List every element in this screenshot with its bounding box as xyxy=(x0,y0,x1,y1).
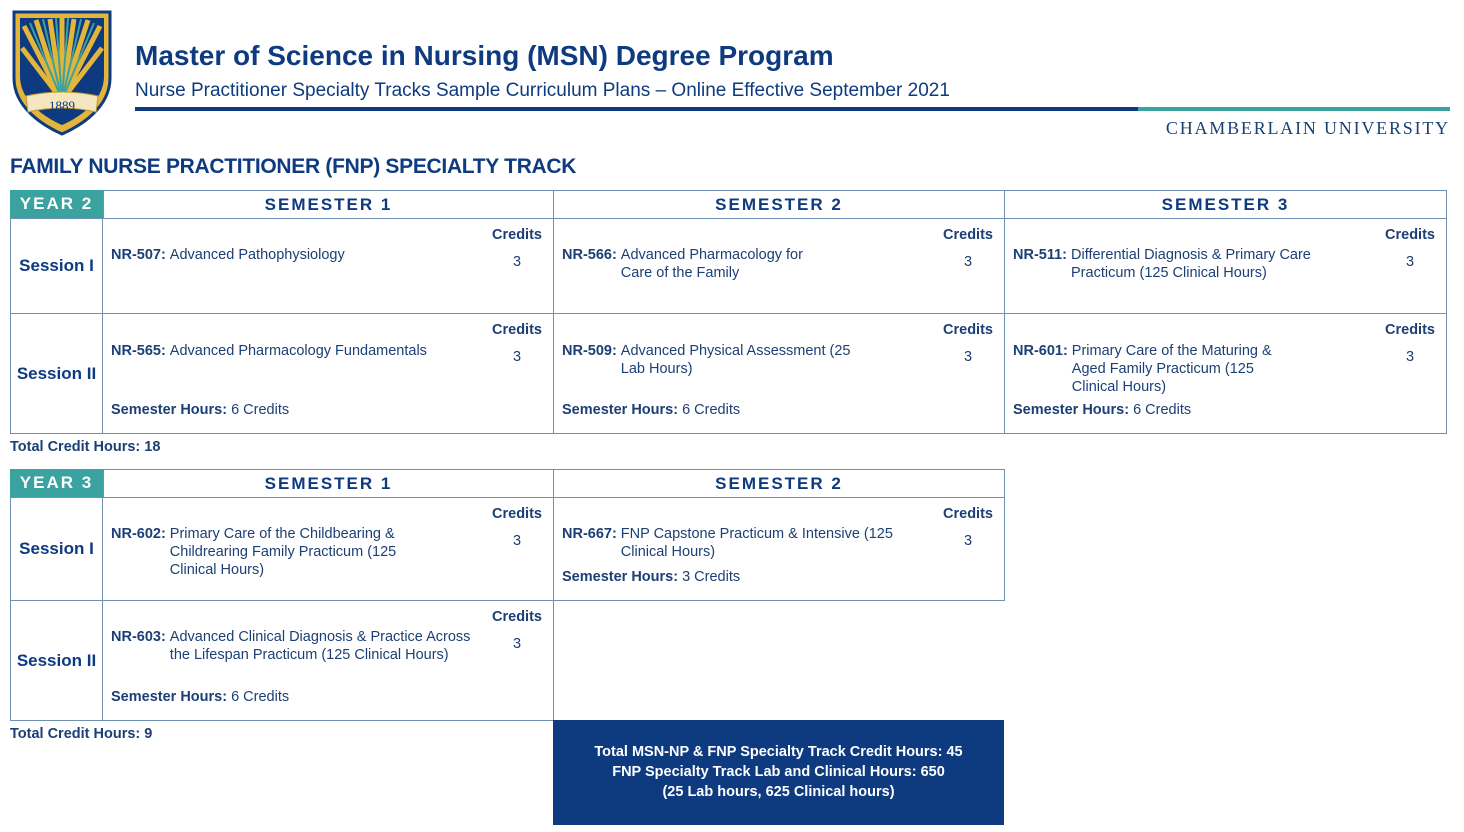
course-code: NR-565: xyxy=(111,343,166,359)
course-name: Differential Diagnosis & Primary Care Practicum (125 Clinical Hours) xyxy=(1071,247,1311,281)
course-entry xyxy=(562,246,822,282)
course-entry xyxy=(1013,342,1293,396)
y3-s1-session-2-cell xyxy=(102,600,554,721)
course-entry xyxy=(111,525,421,579)
semester-hours-label: Semester Hours: xyxy=(562,569,679,585)
semester-hours-value: 6 Credits xyxy=(682,402,741,418)
course-name: Primary Care of the Maturing & Aged Family Practicum (125 Clinical Hours) xyxy=(1071,343,1272,395)
credits-value: 3 xyxy=(963,533,973,549)
semester-hours xyxy=(111,402,289,418)
y3-s2-session-1-cell xyxy=(553,497,1005,601)
y3-session-2-label: Session II xyxy=(10,600,103,721)
credits-value: 3 xyxy=(512,533,522,549)
y2-session-1-label: Session I xyxy=(10,218,103,314)
course-code: NR-509: xyxy=(562,343,617,359)
course-entry xyxy=(111,628,481,664)
semester-hours xyxy=(562,569,740,585)
semester-hours-value: 3 Credits xyxy=(682,569,741,585)
semester-hours xyxy=(562,402,740,418)
year-2-label: YEAR 2 xyxy=(10,190,103,218)
semester-hours-label: Semester Hours: xyxy=(111,689,228,705)
credits-label: Credits xyxy=(1385,322,1435,338)
y2-s1-session-1-cell xyxy=(102,218,554,314)
semester-hours xyxy=(1013,402,1191,418)
page-subtitle: Nurse Practitioner Specialty Tracks Sample Curriculum Plans – Online Effective September 2021 xyxy=(135,80,950,101)
chamberlain-shield-logo xyxy=(10,8,114,136)
course-code: NR-511: xyxy=(1013,247,1067,263)
y2-session-2-label: Session II xyxy=(10,313,103,434)
course-name: Advanced Pharmacology for Care of the Family xyxy=(620,247,803,281)
course-code: NR-602: xyxy=(111,526,166,542)
y2-s1-session-2-cell xyxy=(102,313,554,434)
course-entry xyxy=(562,525,902,561)
credits-value: 3 xyxy=(963,254,973,270)
course-name: Advanced Pathophysiology xyxy=(169,247,345,263)
credits-label: Credits xyxy=(943,227,993,243)
y3-s1-session-1-cell xyxy=(102,497,554,601)
course-code: NR-603: xyxy=(111,629,166,645)
program-summary-box xyxy=(553,720,1004,825)
semester-hours-label: Semester Hours: xyxy=(1013,402,1130,418)
y2-semester-1-header: SEMESTER 1 xyxy=(103,190,554,218)
y3-semester-2-header: SEMESTER 2 xyxy=(553,469,1005,497)
credits-value: 3 xyxy=(512,349,522,365)
year-3-total-credits: Total Credit Hours: 9 xyxy=(10,726,153,742)
header-rule-teal xyxy=(1138,107,1450,111)
course-code: NR-601: xyxy=(1013,343,1068,359)
semester-hours-value: 6 Credits xyxy=(1133,402,1192,418)
year-3-label: YEAR 3 xyxy=(10,469,103,497)
semester-hours xyxy=(111,689,289,705)
y2-s3-session-1-cell xyxy=(1004,218,1447,314)
course-entry xyxy=(562,342,862,378)
credits-value: 3 xyxy=(512,254,522,270)
course-code: NR-566: xyxy=(562,247,617,263)
y3-semester-1-header: SEMESTER 1 xyxy=(103,469,554,497)
y2-semester-3-header: SEMESTER 3 xyxy=(1004,190,1447,218)
summary-total-credit-hours: Total MSN-NP & FNP Specialty Track Credit Hours: 45 xyxy=(594,744,963,760)
y2-semester-2-header: SEMESTER 2 xyxy=(553,190,1005,218)
semester-hours-value: 6 Credits xyxy=(231,689,290,705)
semester-hours-value: 6 Credits xyxy=(231,402,290,418)
y2-s2-session-1-cell xyxy=(553,218,1005,314)
credits-value: 3 xyxy=(1405,349,1415,365)
course-name: Advanced Physical Assessment (25 Lab Hours) xyxy=(620,343,851,377)
credits-value: 3 xyxy=(963,349,973,365)
credits-label: Credits xyxy=(492,322,542,338)
page-title: Master of Science in Nursing (MSN) Degree Program xyxy=(135,40,834,71)
credits-label: Credits xyxy=(492,227,542,243)
credits-value: 3 xyxy=(512,636,522,652)
course-name: Advanced Pharmacology Fundamentals xyxy=(169,343,427,359)
summary-hours-breakdown: (25 Lab hours, 625 Clinical hours) xyxy=(662,784,895,800)
course-name: Primary Care of the Childbearing & Childrearing Family Practicum (125 Clinical Hours) xyxy=(169,526,397,578)
course-entry xyxy=(1013,246,1338,282)
y3-session-1-label: Session I xyxy=(10,497,103,601)
credits-label: Credits xyxy=(492,609,542,625)
course-entry xyxy=(111,342,481,360)
university-name: CHAMBERLAIN UNIVERSITY xyxy=(1165,118,1450,138)
semester-hours-label: Semester Hours: xyxy=(111,402,228,418)
course-code: NR-507: xyxy=(111,247,166,263)
credits-label: Credits xyxy=(943,506,993,522)
summary-lab-clinical-hours: FNP Specialty Track Lab and Clinical Hours: 650 xyxy=(612,764,945,780)
y2-s2-session-2-cell xyxy=(553,313,1005,434)
track-title: FAMILY NURSE PRACTITIONER (FNP) SPECIALTY TRACK xyxy=(10,155,577,178)
course-code: NR-667: xyxy=(562,526,617,542)
course-name: Advanced Clinical Diagnosis & Practice Across the Lifespan Practicum (125 Clinical Hours) xyxy=(169,629,471,663)
year-2-total-credits: Total Credit Hours: 18 xyxy=(10,439,161,455)
credits-value: 3 xyxy=(1405,254,1415,270)
y2-s3-session-2-cell xyxy=(1004,313,1447,434)
course-entry xyxy=(111,246,481,264)
course-name: FNP Capstone Practicum & Intensive (125 Clinical Hours) xyxy=(620,526,893,560)
semester-hours-label: Semester Hours: xyxy=(562,402,679,418)
credits-label: Credits xyxy=(943,322,993,338)
credits-label: Credits xyxy=(492,506,542,522)
credits-label: Credits xyxy=(1385,227,1435,243)
logo-year: 1889 xyxy=(49,98,75,113)
header-rule-navy xyxy=(135,107,1138,111)
